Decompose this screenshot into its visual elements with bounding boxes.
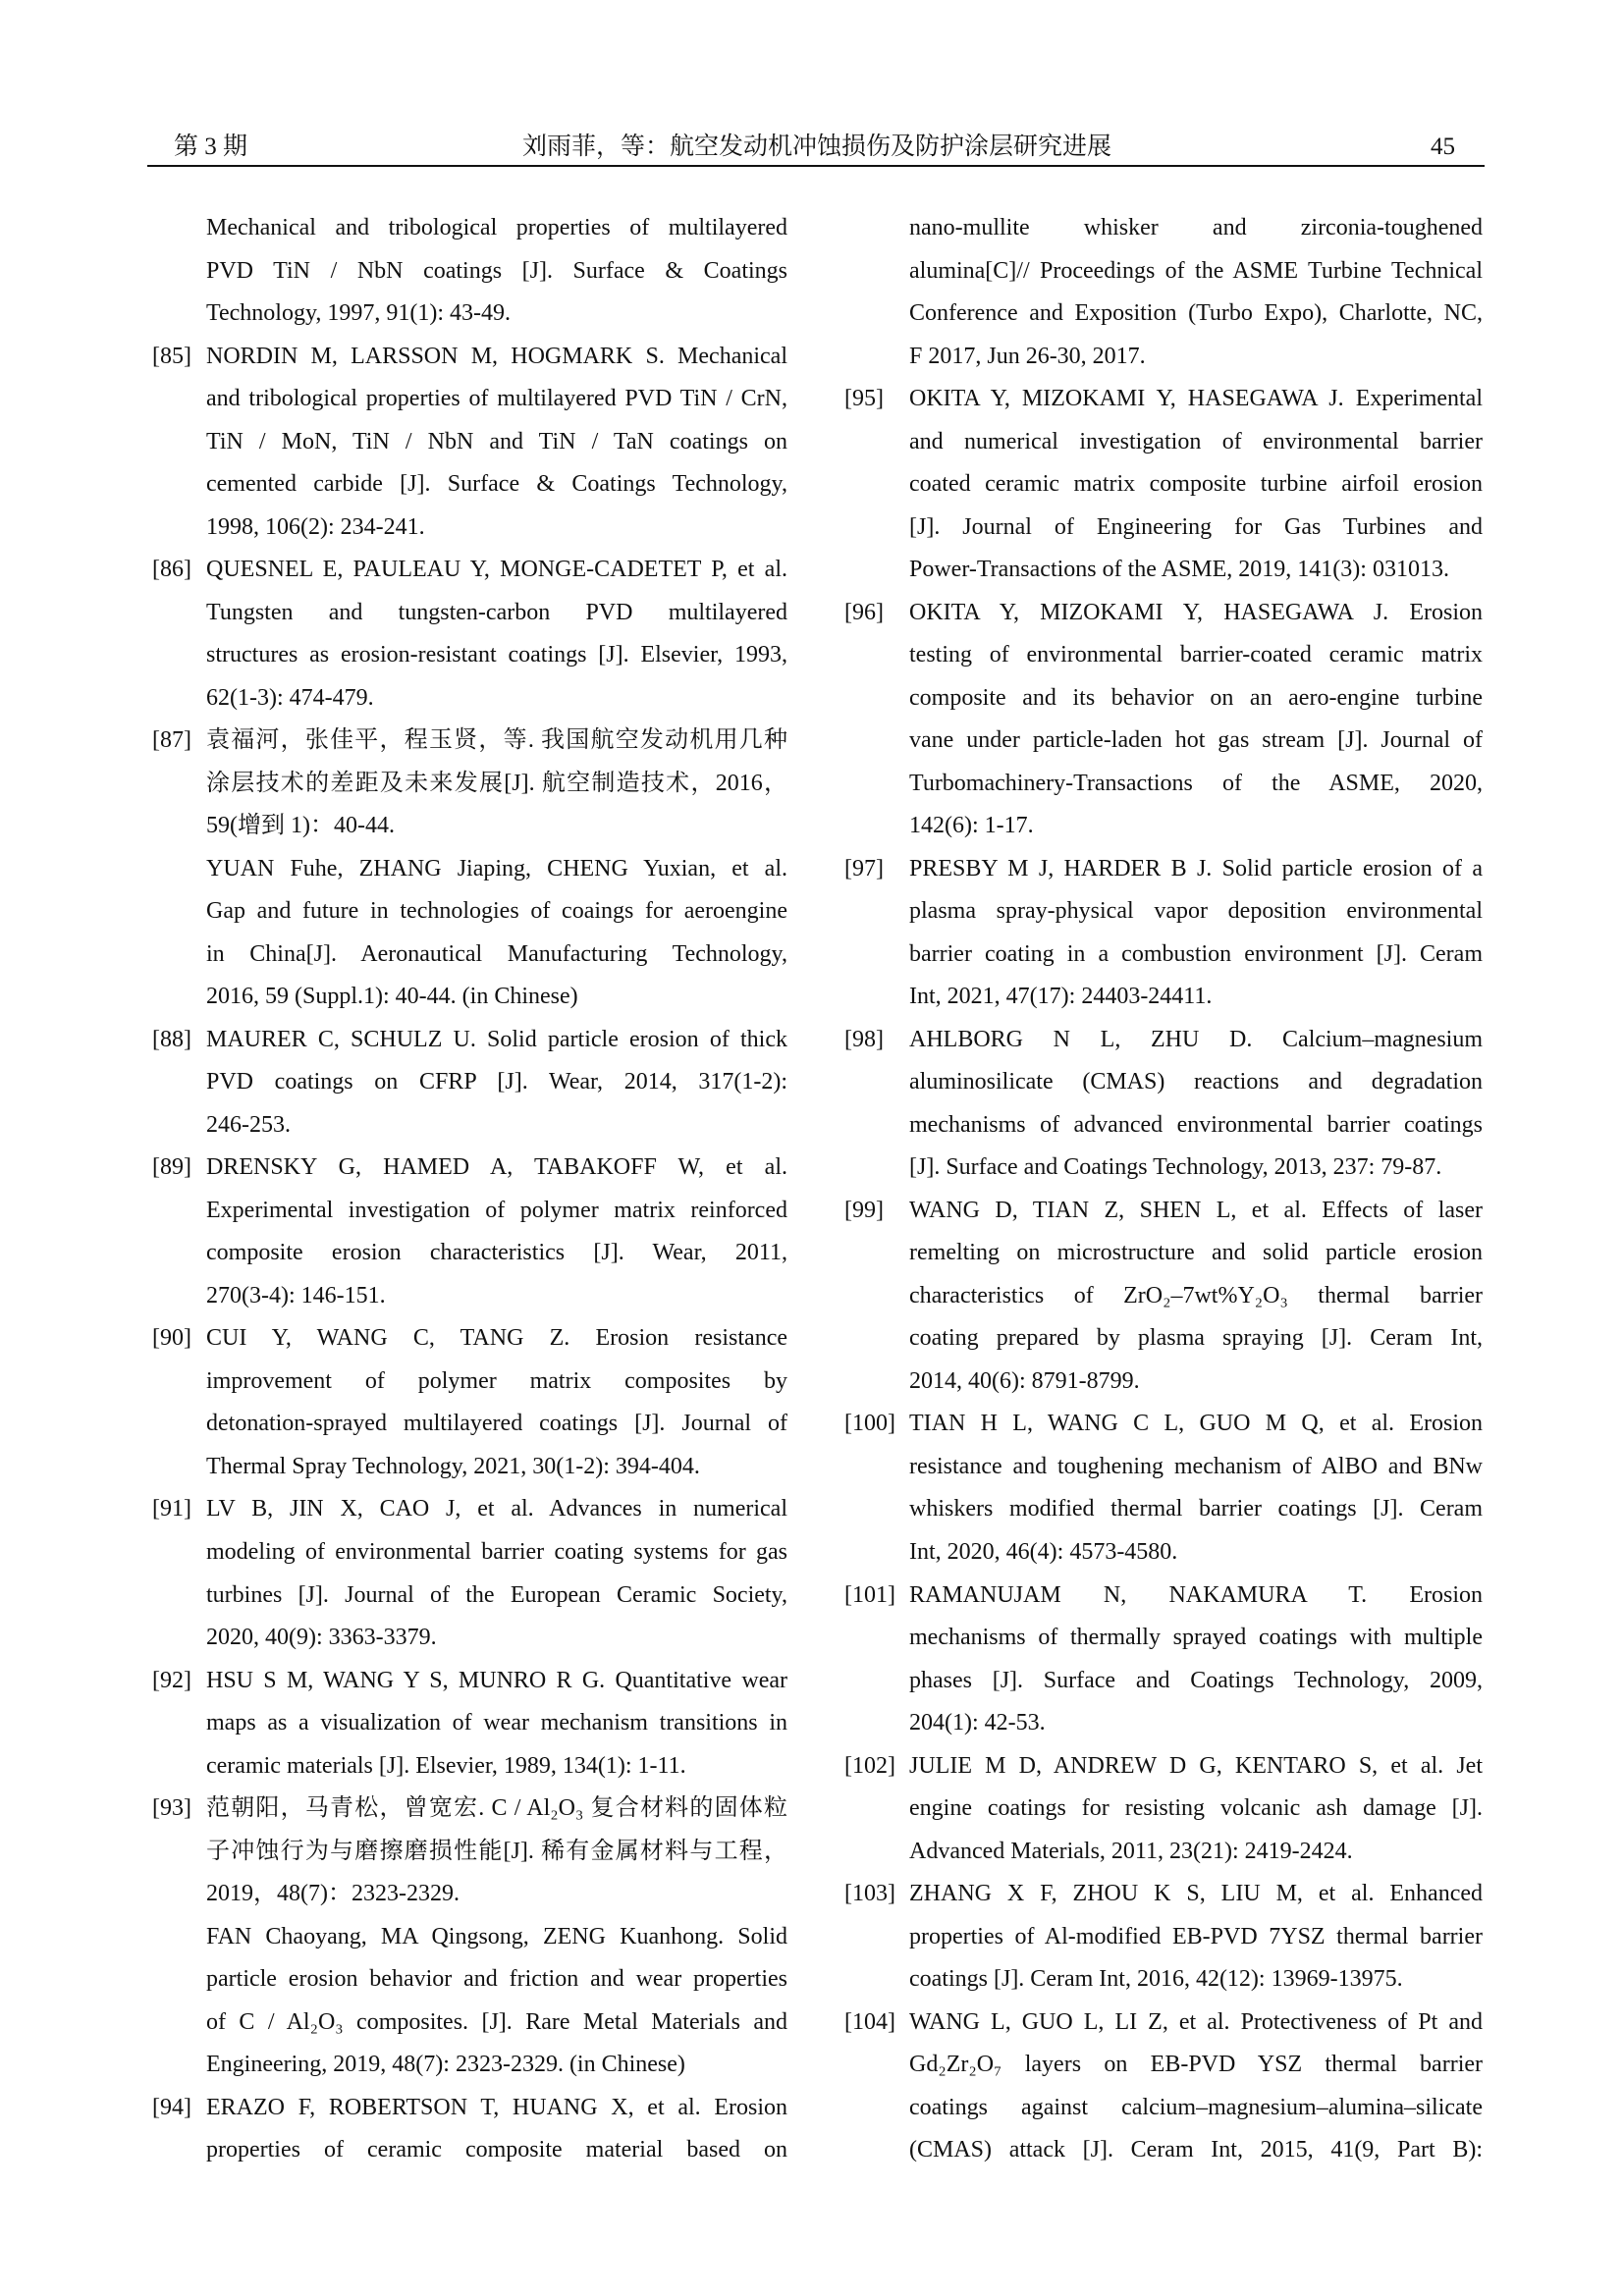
text-line: 1998, 106(2): 234-241. [206,513,425,540]
text-line: (CMAS) attack [J]. Ceram Int, 2015, 41(9, Part B): [909,2137,1483,2163]
text-line: coatings [J]. Ceram Int, 2016, 42(12): 13969-13975. [909,1966,1403,1993]
reference-number: [101] [844,1581,895,1608]
reference-text [909,1403,1483,1574]
text-line: engine coatings for resisting volcanic ash damage [J]. [909,1795,1483,1822]
reference-text [206,2087,787,2172]
reference-text [206,1317,787,1488]
reference-entry [152,1788,787,2087]
text-line: mechanisms of advanced environmental barrier coatings [909,1111,1483,1138]
text-line: WANG D, TIAN Z, SHEN L, et al. Effects of laser [909,1197,1483,1223]
reference-entry [152,2087,787,2172]
text-line: detonation-sprayed multilayered coatings [J]. Journal of [206,1411,787,1437]
text-line: 142(6): 1-17. [909,813,1034,839]
text-line: cemented carbide [J]. Surface & Coatings Technology, [206,471,787,498]
text-line: Experimental investigation of polymer matrix reinforced [206,1197,787,1223]
text-line: TiN / MoN, TiN / NbN and TiN / TaN coatings on [206,428,787,454]
reference-list-right-column [844,207,1483,2172]
text-line: YUAN Fuhe, ZHANG Jiaping, CHENG Yuxian, et al. [206,855,787,881]
reference-number: [92] [152,1667,191,1693]
reference-text [909,1190,1483,1404]
reference-text [206,1019,787,1148]
text-line: properties of ceramic composite material based on [206,2137,787,2163]
text-line: Technology, 1997, 91(1): 43-49. [206,300,512,327]
reference-text [206,1660,787,1789]
reference-entry [844,378,1483,592]
text-line: maps as a visualization of wear mechanism transitions in [206,1710,787,1736]
text-line: resistance and toughening mechanism of AlBO and BNw [909,1453,1483,1479]
text-line: coating prepared by plasma spraying [J]. Ceram Int, [909,1325,1483,1352]
text-line: [J]. Surface and Coatings Technology, 2013, 237: 79-87. [909,1154,1442,1181]
text-line: modeling of environmental barrier coating systems for gas [206,1538,787,1565]
reference-entry [152,1147,787,1317]
text-line: nano-mullite whisker and zirconia-toughened [909,215,1483,240]
text-line: properties of Al-modified EB-PVD 7YSZ thermal barrier [909,1923,1483,1949]
reference-entry [152,336,787,550]
text-line: 范朝阳，马青松，曾宽宏. C / Al₂O₃ 复合材料的固体粒 [206,1795,787,1822]
text-line: Thermal Spray Technology, 2021, 30(1-2): 394-404. [206,1453,700,1479]
text-line: HSU S M, WANG Y S, MUNRO R G. Quantitative wear [206,1667,787,1693]
text-line: 袁福河，张佳平，程玉贤，等. 我国航空发动机用几种 [206,727,787,754]
reference-number: [87] [152,727,191,754]
text-line: particle erosion behavior and friction and wear properties [206,1966,787,1993]
text-line: PVD coatings on CFRP [J]. Wear, 2014, 317(1-2): [206,1069,787,1095]
text-line: whiskers modified thermal barrier coatings [J]. Ceram [909,1496,1483,1522]
text-line: PRESBY M J, HARDER B J. Solid particle erosion of a [909,855,1483,881]
text-line: Power-Transactions of the ASME, 2019, 141(3): 031013. [909,557,1449,583]
reference-entry [844,1190,1483,1404]
reference-entry [152,720,787,1019]
text-line: F 2017, Jun 26-30, 2017. [909,343,1146,369]
text-line: plasma spray-physical vapor deposition environmental [909,898,1483,925]
text-line: coatings against calcium–magnesium–alumina–silicate [909,2094,1483,2120]
reference-text [909,1575,1483,1745]
reference-number: [86] [152,557,191,583]
text-line: 62(1-3): 474-479. [206,684,374,711]
text-line: 270(3-4): 146-151. [206,1282,386,1308]
text-line: 子冲蚀行为与磨擦磨损性能[J]. 稀有金属材料与工程， [206,1838,787,1864]
reference-entry [844,1403,1483,1574]
reference-text [206,1488,787,1659]
text-line: Int, 2020, 46(4): 4573-4580. [909,1538,1178,1565]
text-line: ceramic materials [J]. Elsevier, 1989, 134(1): 1-11. [206,1752,686,1779]
reference-text [909,2002,1483,2172]
text-line: Gd₂Zr₂O₇ layers on EB-PVD YSZ thermal barrier [909,2052,1483,2078]
text-line: Conference and Exposition (Turbo Expo), Charlotte, NC, [909,300,1483,327]
text-line: 204(1): 42-53. [909,1710,1046,1736]
reference-number: [93] [152,1795,191,1822]
text-line: Int, 2021, 47(17): 24403-24411. [909,984,1213,1010]
text-line: LV B, JIN X, CAO J, et al. Advances in numerical [206,1496,787,1522]
reference-text [909,1873,1483,2002]
reference-entry [844,1745,1483,1874]
text-line: FAN Chaoyang, MA Qingsong, ZENG Kuanhong. Solid [206,1923,787,1949]
text-line: RAMANUJAM N, NAKAMURA T. Erosion [909,1581,1483,1608]
text-line: TIAN H L, WANG C L, GUO M Q, et al. Erosion [909,1411,1483,1437]
text-line: and tribological properties of multilayered PVD TiN / CrN, [206,386,787,412]
text-line: AHLBORG N L, ZHU D. Calcium–magnesium [909,1026,1483,1052]
text-line: coated ceramic matrix composite turbine airfoil erosion [909,471,1483,498]
reference-text [909,378,1483,592]
reference-text [909,592,1483,848]
journal-issue: 第 3 期 [174,133,248,160]
reference-number: [95] [844,386,884,412]
text-line: vane under particle-laden hot gas stream [J]. Journal of [909,727,1483,754]
reference-text [909,207,1483,378]
text-line: PVD TiN / NbN coatings [J]. Surface & Coatings [206,257,787,284]
reference-text [909,1745,1483,1874]
text-line: composite erosion characteristics [J]. Wear, 2011, [206,1240,787,1266]
reference-number: [98] [844,1026,884,1052]
reference-text [206,720,787,848]
reference-continuation [844,207,1483,378]
reference-entry [152,1019,787,1148]
text-line: JULIE M D, ANDREW D G, KENTARO S, et al. Jet [909,1752,1483,1779]
reference-entry [152,549,787,720]
text-line: Engineering, 2019, 48(7): 2323-2329. (in Chinese) [206,2052,685,2078]
text-line: 2020, 40(9): 3363-3379. [206,1625,437,1651]
reference-text [206,549,787,720]
reference-number: [88] [152,1026,191,1052]
text-line: 2016, 59 (Suppl.1): 40-44. (in Chinese) [206,984,578,1010]
text-line: Mechanical and tribological properties of multilayered [206,215,787,240]
reference-number: [97] [844,855,884,881]
reference-number: [90] [152,1325,191,1352]
reference-number: [100] [844,1411,895,1437]
page-number: 45 [1431,133,1455,160]
reference-text [909,848,1483,1019]
reference-number: [102] [844,1752,895,1779]
text-line: MAURER C, SCHULZ U. Solid particle erosion of thick [206,1026,787,1052]
text-line: of C / Al₂O₃ composites. [J]. Rare Metal Materials and [206,2008,787,2035]
text-line: alumina[C]// Proceedings of the ASME Turbine Technical [909,257,1483,284]
reference-number: [94] [152,2094,191,2120]
text-line: remelting on microstructure and solid particle erosion [909,1240,1483,1266]
reference-number: [103] [844,1881,895,1907]
text-line: mechanisms of thermally sprayed coatings with multiple [909,1625,1483,1651]
text-line: 涂层技术的差距及未来发展[J]. 航空制造技术，2016， [206,770,787,796]
text-line: Tungsten and tungsten-carbon PVD multilayered [206,599,787,625]
reference-entry [844,848,1483,1019]
reference-number: [104] [844,2008,895,2035]
text-line: 2019，48(7)：2323-2329. [206,1881,460,1907]
reference-text [206,336,787,550]
reference-number: [99] [844,1197,884,1223]
text-line: QUESNEL E, PAULEAU Y, MONGE-CADETET P, et al. [206,557,787,583]
text-line: Turbomachinery-Transactions of the ASME, 2020, [909,770,1483,796]
text-line: 2014, 40(6): 8791-8799. [909,1367,1140,1394]
running-title: 刘雨菲，等：航空发动机冲蚀损伤及防护涂层研究进展 [521,133,1112,160]
reference-number: [89] [152,1154,191,1181]
text-line: structures as erosion-resistant coatings [J]. Elsevier, 1993, [206,642,787,668]
text-line: and numerical investigation of environmental barrier [909,428,1483,454]
text-line: 59(增到 1)：40-44. [206,813,395,839]
reference-text [206,1788,787,1916]
reference-text [206,207,787,336]
reference-number: [91] [152,1496,191,1522]
reference-list-left-column [152,207,787,2172]
header-rule [147,165,1485,167]
reference-entry [844,2002,1483,2172]
text-line: ERAZO F, ROBERTSON T, HUANG X, et al. Erosion [206,2094,787,2120]
text-line: characteristics of ZrO₂–7wt%Y₂O₃ thermal barrier [909,1282,1483,1308]
text-line: composite and its behavior on an aero-engine turbine [909,684,1483,711]
text-line: ZHANG X F, ZHOU K S, LIU M, et al. Enhanced [909,1881,1483,1907]
reference-entry [152,1317,787,1488]
reference-entry [844,1575,1483,1745]
reference-entry [152,1660,787,1789]
reference-entry [844,1873,1483,2002]
reference-entry [844,1019,1483,1190]
text-line: DRENSKY G, HAMED A, TABAKOFF W, et al. [206,1154,787,1181]
reference-entry [844,592,1483,848]
text-line: testing of environmental barrier-coated ceramic matrix [909,642,1483,668]
reference-english-translation [206,848,787,1019]
text-line: Gap and future in technologies of coaings for aeroengine [206,898,787,925]
text-line: [J]. Journal of Engineering for Gas Turbines and [909,513,1483,540]
reference-text [909,1019,1483,1190]
reference-number: [85] [152,343,191,369]
text-line: WANG L, GUO L, LI Z, et al. Protectiveness of Pt and [909,2008,1483,2035]
reference-english-translation [206,1916,787,2087]
reference-text [206,1147,787,1317]
text-line: 246-253. [206,1111,291,1138]
text-line: CUI Y, WANG C, TANG Z. Erosion resistance [206,1325,787,1352]
text-line: phases [J]. Surface and Coatings Technology, 2009, [909,1667,1483,1693]
text-line: aluminosilicate (CMAS) reactions and degradation [909,1069,1483,1095]
text-line: Advanced Materials, 2011, 23(21): 2419-2424. [909,1838,1353,1864]
text-line: in China[J]. Aeronautical Manufacturing Technology, [206,940,787,967]
text-line: OKITA Y, MIZOKAMI Y, HASEGAWA J. Erosion [909,599,1483,625]
reference-entry [152,1488,787,1659]
text-line: barrier coating in a combustion environment [J]. Ceram [909,940,1483,967]
text-line: improvement of polymer matrix composites by [206,1367,787,1394]
text-line: NORDIN M, LARSSON M, HOGMARK S. Mechanical [206,343,787,369]
reference-continuation [152,207,787,336]
text-line: OKITA Y, MIZOKAMI Y, HASEGAWA J. Experimental [909,386,1483,412]
text-line: turbines [J]. Journal of the European Ceramic Society, [206,1581,787,1608]
reference-number: [96] [844,599,884,625]
